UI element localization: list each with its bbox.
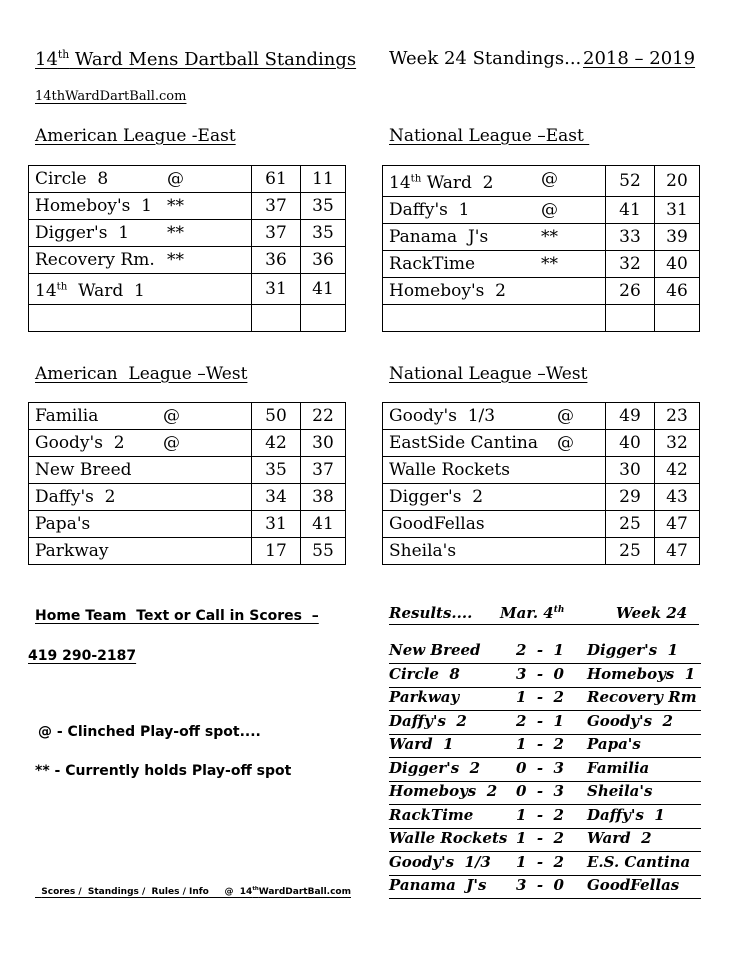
result-home: Panama J's <box>389 876 487 894</box>
losses-cell: 35 <box>301 193 346 220</box>
losses-cell: 30 <box>301 430 346 457</box>
team-text: Sheila's <box>389 541 457 561</box>
playoff-mark: @ <box>163 406 180 426</box>
team-cell <box>383 166 606 197</box>
losses-cell: 11 <box>301 166 346 193</box>
result-score: 1 - 2 <box>516 688 564 706</box>
wins-cell: 30 <box>606 457 655 484</box>
standings-row <box>29 403 346 430</box>
team-text: RackTime <box>389 253 476 274</box>
wins-cell: 42 <box>252 430 301 457</box>
standings-row <box>29 430 346 457</box>
team-cell <box>29 274 252 305</box>
team-name <box>389 227 488 247</box>
standings-row <box>383 250 700 277</box>
standings-row <box>383 457 700 484</box>
al-west-title: American League –West <box>35 364 248 384</box>
losses-cell: 40 <box>655 250 700 277</box>
team-name <box>35 487 115 507</box>
wins-cell: 32 <box>606 250 655 277</box>
team-name <box>389 460 510 480</box>
title-number: 14 <box>35 49 58 70</box>
team-cell <box>383 538 606 565</box>
standings-row <box>29 511 346 538</box>
team-text: Familia <box>35 406 99 426</box>
result-score: 1 - 2 <box>516 829 564 847</box>
nl-east-table <box>382 165 700 332</box>
team-name <box>389 281 506 301</box>
team-name <box>35 514 90 534</box>
wins-cell <box>606 304 655 331</box>
wins-cell: 35 <box>252 457 301 484</box>
team-text: Recovery Rm. <box>35 250 155 270</box>
result-home: New Breed <box>389 641 481 659</box>
standings-row <box>29 538 346 565</box>
standings-row <box>29 247 346 274</box>
team-text: Walle Rockets <box>389 460 510 480</box>
team-name <box>35 406 98 426</box>
team-cell <box>383 430 606 457</box>
team-cell <box>29 457 252 484</box>
result-score: 3 - 0 <box>516 876 564 894</box>
team-name <box>389 406 495 426</box>
losses-cell: 55 <box>301 538 346 565</box>
al-east-table <box>28 165 346 332</box>
team-name <box>35 460 132 480</box>
team-name <box>35 541 109 561</box>
team-text: Goody's 2 <box>35 433 125 453</box>
standings-row <box>383 511 700 538</box>
result-row <box>389 735 701 758</box>
team-cell <box>29 193 252 220</box>
wins-cell: 25 <box>606 538 655 565</box>
losses-cell: 38 <box>301 484 346 511</box>
losses-cell: 31 <box>655 196 700 223</box>
losses-cell: 36 <box>301 247 346 274</box>
wins-cell: 33 <box>606 223 655 250</box>
contact-label: Home Team Text or Call in Scores – <box>35 608 319 624</box>
result-row <box>389 853 701 876</box>
al-west-table <box>28 402 346 565</box>
playoff-mark: @ <box>541 199 558 220</box>
losses-cell: 32 <box>655 430 700 457</box>
team-text: Parkway <box>35 541 109 561</box>
result-score: 1 - 2 <box>516 735 564 753</box>
team-name <box>389 173 493 193</box>
wins-cell: 36 <box>252 247 301 274</box>
wins-cell: 50 <box>252 403 301 430</box>
wins-cell: 25 <box>606 511 655 538</box>
standings-row <box>383 484 700 511</box>
team-name <box>389 514 485 534</box>
wins-cell: 29 <box>606 484 655 511</box>
wins-cell: 26 <box>606 277 655 304</box>
playoff-mark: ** <box>167 223 184 243</box>
standings-row <box>29 457 346 484</box>
losses-cell <box>301 304 346 331</box>
results-date-suffix: th <box>553 605 565 615</box>
legend-clinched: @ - Clinched Play-off spot.... <box>38 724 261 740</box>
result-row <box>389 876 701 899</box>
playoff-mark: ** <box>541 226 558 247</box>
results-header <box>389 604 699 625</box>
team-text: Daffy's 1 <box>389 199 470 220</box>
result-row <box>389 641 701 664</box>
result-row <box>389 759 701 782</box>
wins-cell: 52 <box>606 166 655 197</box>
losses-cell: 47 <box>655 538 700 565</box>
team-text: Panama J's <box>389 226 489 247</box>
page-title <box>35 48 356 70</box>
wins-cell: 31 <box>252 511 301 538</box>
wins-cell <box>252 304 301 331</box>
result-score: 0 - 3 <box>516 782 564 800</box>
losses-cell <box>655 304 700 331</box>
result-away: Familia <box>587 758 650 777</box>
team-suffix: th <box>56 281 68 292</box>
result-home: Homeboys 2 <box>389 782 498 800</box>
result-away: Papa's <box>587 735 641 753</box>
playoff-mark: @ <box>541 169 558 189</box>
team-cell <box>29 247 252 274</box>
team-text: EastSide Cantina <box>389 433 538 453</box>
result-home: RackTime <box>389 805 474 824</box>
team-name <box>389 433 538 453</box>
wins-cell: 61 <box>252 166 301 193</box>
losses-cell: 43 <box>655 484 700 511</box>
title-suffix: th <box>57 48 70 61</box>
standings-row <box>383 538 700 565</box>
team-name <box>389 487 483 507</box>
wins-cell: 40 <box>606 430 655 457</box>
standings-row <box>383 430 700 457</box>
team-text: Digger's 2 <box>389 487 484 507</box>
week-label: Week 24 Standings... <box>389 48 582 69</box>
result-home: Daffy's 2 <box>389 711 467 730</box>
team-cell <box>383 223 606 250</box>
footer-links[interactable] <box>35 876 351 897</box>
standings-row <box>383 166 700 197</box>
team-cell <box>383 304 606 331</box>
team-text: Daffy's 2 <box>35 487 116 507</box>
playoff-mark: ** <box>167 250 184 270</box>
team-cell <box>29 484 252 511</box>
team-number: 14 <box>35 280 57 301</box>
team-text: Homeboy's 2 <box>389 280 506 301</box>
result-away: E.S. Cantina <box>587 852 691 871</box>
standings-row <box>383 196 700 223</box>
result-score: 2 - 1 <box>516 641 564 659</box>
standings-row <box>29 193 346 220</box>
playoff-mark: @ <box>557 406 574 426</box>
standings-row <box>29 220 346 247</box>
title-text: Ward Mens Dartball Standings <box>69 49 357 70</box>
wins-cell: 37 <box>252 193 301 220</box>
team-name <box>35 281 145 301</box>
team-cell <box>29 538 252 565</box>
standings-row <box>383 304 700 331</box>
team-name <box>389 541 456 561</box>
playoff-mark: ** <box>167 196 184 216</box>
result-away: Homeboys 1 <box>587 664 696 683</box>
result-row <box>389 806 701 829</box>
result-away: Recovery Rm <box>587 688 697 706</box>
website-link[interactable]: 14thWardDartBall.com <box>35 89 187 104</box>
team-name <box>35 223 129 243</box>
team-cell <box>383 403 606 430</box>
result-home: Digger's 2 <box>389 758 481 777</box>
team-text: GoodFellas <box>389 514 485 534</box>
result-row <box>389 712 701 735</box>
team-cell <box>383 277 606 304</box>
team-cell <box>383 457 606 484</box>
team-cell <box>383 250 606 277</box>
result-home: Circle 8 <box>389 664 460 683</box>
team-name <box>35 169 108 189</box>
team-text: Homeboy's 1 <box>35 196 152 216</box>
wins-cell: 41 <box>606 196 655 223</box>
playoff-mark: @ <box>167 169 184 189</box>
nl-west-title: National League –West <box>389 364 588 384</box>
losses-cell: 41 <box>301 274 346 305</box>
wins-cell: 17 <box>252 538 301 565</box>
playoff-mark: @ <box>557 433 574 453</box>
result-home: Parkway <box>389 688 460 706</box>
wins-cell: 49 <box>606 403 655 430</box>
team-cell <box>383 196 606 223</box>
standings-row <box>29 304 346 331</box>
losses-cell: 39 <box>655 223 700 250</box>
team-cell <box>29 511 252 538</box>
team-suffix: th <box>410 173 422 184</box>
standings-row <box>383 403 700 430</box>
result-away: GoodFellas <box>587 876 680 894</box>
result-home: Goody's 1/3 <box>389 852 491 871</box>
result-away: Digger's 1 <box>587 641 679 659</box>
team-cell <box>383 484 606 511</box>
team-text: Digger's 1 <box>35 223 130 243</box>
team-text: Goody's 1/3 <box>389 406 496 426</box>
standings-row <box>29 274 346 305</box>
standings-row <box>29 166 346 193</box>
team-name <box>35 433 125 453</box>
losses-cell: 22 <box>301 403 346 430</box>
losses-cell: 20 <box>655 166 700 197</box>
footer-site: WardDartBall.com <box>258 887 351 897</box>
team-cell <box>29 403 252 430</box>
losses-cell: 37 <box>301 457 346 484</box>
team-cell <box>29 166 252 193</box>
result-score: 3 - 0 <box>516 664 564 683</box>
results-label: Results.... <box>389 604 473 622</box>
result-score: 1 - 2 <box>516 805 564 824</box>
nl-east-title: National League –East <box>389 126 590 146</box>
team-text: Ward 1 <box>67 280 145 301</box>
team-cell <box>29 304 252 331</box>
standings-row <box>383 223 700 250</box>
losses-cell: 35 <box>301 220 346 247</box>
losses-cell: 46 <box>655 277 700 304</box>
result-row <box>389 782 701 805</box>
results-week: Week 24 <box>616 604 688 622</box>
result-row <box>389 829 701 852</box>
legend-holds: ** - Currently holds Play-off spot <box>35 763 292 779</box>
team-name <box>35 250 155 270</box>
result-home: Walle Rockets <box>389 829 508 847</box>
result-score: 2 - 1 <box>516 711 564 730</box>
result-away: Ward 2 <box>587 829 652 847</box>
losses-cell: 41 <box>301 511 346 538</box>
result-away: Goody's 2 <box>587 711 673 730</box>
team-text: Ward 2 <box>421 172 494 193</box>
results-date-text: Mar. 4 <box>500 604 554 622</box>
team-name <box>389 254 475 274</box>
losses-cell: 23 <box>655 403 700 430</box>
team-text: Papa's <box>35 514 91 534</box>
result-away: Sheila's <box>587 782 653 800</box>
standings-row <box>383 277 700 304</box>
standings-row <box>29 484 346 511</box>
losses-cell: 42 <box>655 457 700 484</box>
result-row <box>389 665 701 688</box>
footer-suffix: th <box>252 886 259 892</box>
nl-west-table <box>382 402 700 565</box>
season-label: 2018 – 2019 <box>583 48 696 69</box>
team-name <box>35 196 152 216</box>
team-name <box>389 200 469 220</box>
wins-cell: 37 <box>252 220 301 247</box>
team-text: New Breed <box>35 460 132 480</box>
team-cell <box>383 511 606 538</box>
wins-cell: 34 <box>252 484 301 511</box>
team-cell <box>29 430 252 457</box>
result-score: 1 - 2 <box>516 852 564 871</box>
result-away: Daffy's 1 <box>587 805 665 824</box>
results-date <box>500 604 564 622</box>
result-home: Ward 1 <box>389 735 454 753</box>
al-east-title: American League -East <box>35 126 236 146</box>
playoff-mark: ** <box>541 253 558 274</box>
team-number: 14 <box>389 172 411 193</box>
footer-text: Scores / Standings / Rules / Info @ 14 <box>41 887 253 897</box>
wins-cell: 31 <box>252 274 301 305</box>
team-text: Circle 8 <box>35 169 109 189</box>
losses-cell: 47 <box>655 511 700 538</box>
result-score: 0 - 3 <box>516 758 564 777</box>
team-cell <box>29 220 252 247</box>
result-row <box>389 688 701 711</box>
contact-phone[interactable]: 419 290-2187 <box>28 648 137 664</box>
playoff-mark: @ <box>163 433 180 453</box>
